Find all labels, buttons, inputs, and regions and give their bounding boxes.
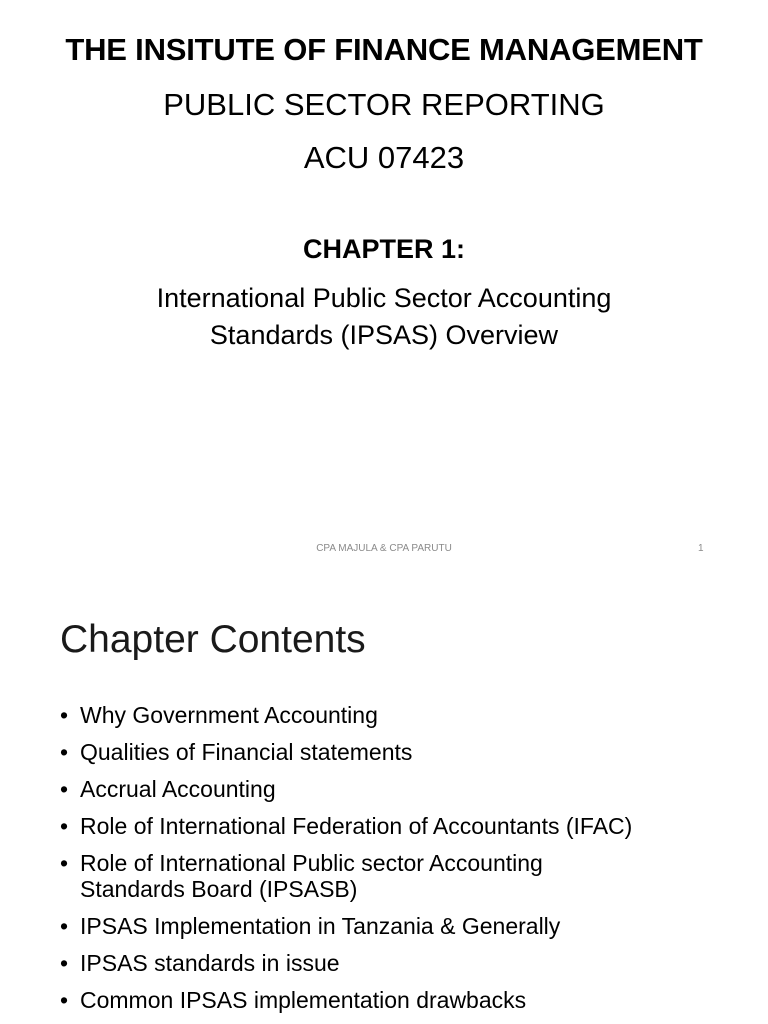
list-item bbox=[60, 850, 620, 902]
bullet-icon: • bbox=[60, 850, 69, 876]
page-number: 1 bbox=[698, 543, 704, 554]
list-item bbox=[60, 913, 750, 939]
list-item bbox=[60, 950, 750, 976]
bullet-icon: • bbox=[60, 702, 69, 728]
course-title: PUBLIC SECTOR REPORTING bbox=[163, 87, 605, 122]
list-item-text: Role of International Public sector Accounting Standards Board (IPSASB) bbox=[80, 850, 543, 902]
bullet-icon: • bbox=[60, 913, 69, 939]
slide-footer: CPA MAJULA & CPA PARUTU bbox=[316, 543, 452, 554]
chapter-description-line-1: International Public Sector Accounting bbox=[156, 283, 612, 313]
list-item bbox=[60, 739, 750, 765]
chapter-description-line-2: Standards (IPSAS) Overview bbox=[209, 320, 559, 350]
list-item-text: IPSAS standards in issue bbox=[80, 950, 340, 976]
list-item-text: Why Government Accounting bbox=[80, 702, 378, 728]
chapter-heading: CHAPTER 1: bbox=[302, 234, 465, 264]
list-item-text: Qualities of Financial statements bbox=[80, 739, 413, 765]
list-item-text: Accrual Accounting bbox=[80, 776, 276, 802]
bullet-icon: • bbox=[60, 739, 69, 765]
list-item bbox=[60, 813, 750, 839]
list-item bbox=[60, 702, 750, 728]
contents-slide bbox=[0, 576, 768, 1024]
institute-title: THE INSITUTE OF FINANCE MANAGEMENT bbox=[65, 32, 703, 67]
list-item-text: Role of International Federation of Accountants (IFAC) bbox=[80, 813, 633, 839]
contents-title: Chapter Contents bbox=[60, 618, 366, 661]
bullet-icon: • bbox=[60, 813, 69, 839]
course-code: ACU 07423 bbox=[303, 140, 465, 175]
bullet-icon: • bbox=[60, 950, 69, 976]
list-item-text: IPSAS Implementation in Tanzania & Generally bbox=[80, 913, 561, 939]
list-item-text: Common IPSAS implementation drawbacks bbox=[80, 987, 527, 1013]
list-item bbox=[60, 776, 750, 802]
contents-list bbox=[60, 702, 750, 1024]
bullet-icon: • bbox=[60, 987, 69, 1013]
bullet-icon: • bbox=[60, 776, 69, 802]
list-item bbox=[60, 987, 750, 1013]
